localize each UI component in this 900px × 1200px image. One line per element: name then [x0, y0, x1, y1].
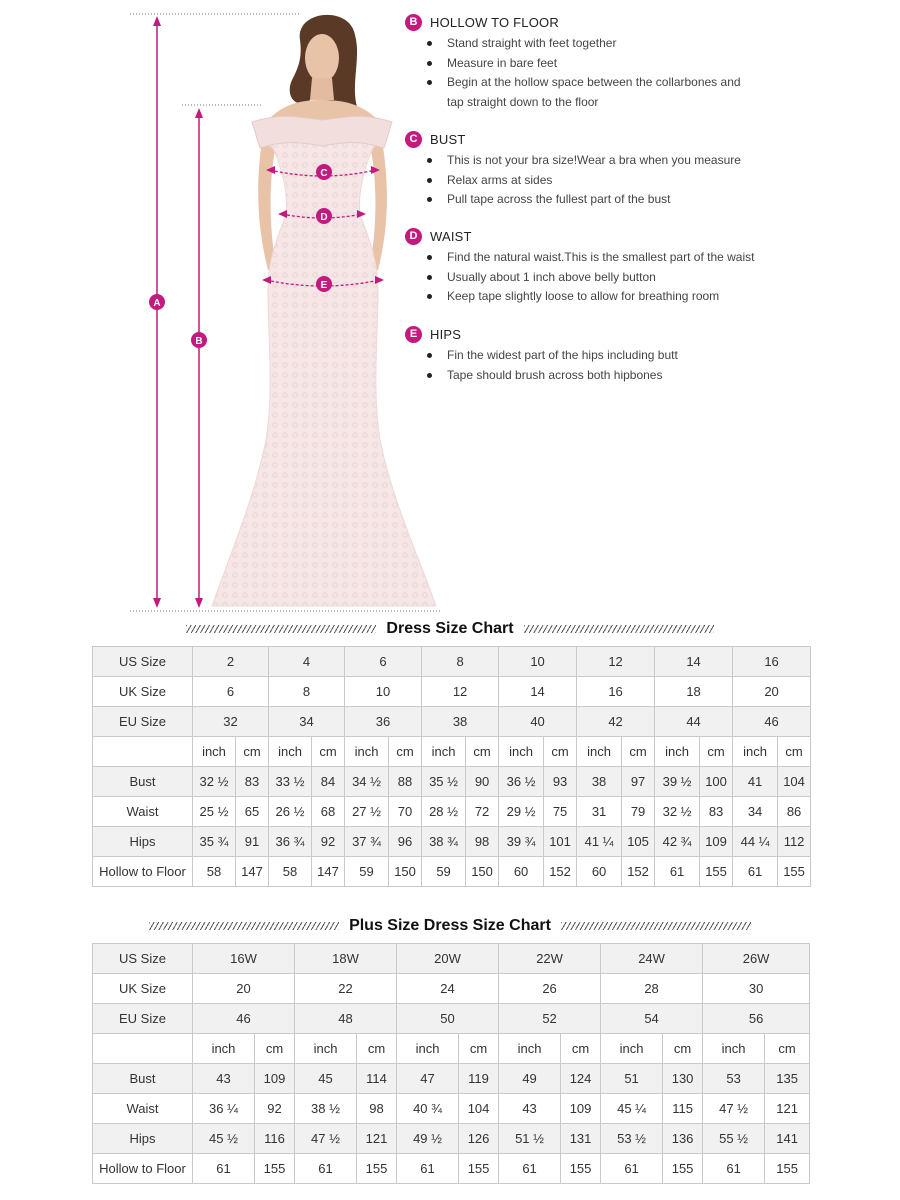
badge-b: B	[405, 14, 422, 31]
svg-text:D: D	[320, 212, 328, 223]
measurement-cell: 61	[733, 857, 778, 887]
unit-inch-cell: inch	[397, 1034, 459, 1064]
guide-hips	[405, 325, 885, 385]
svg-text:A: A	[153, 298, 161, 309]
size-cell: 18W	[295, 944, 397, 974]
measurement-cell: 41	[733, 767, 778, 797]
measurement-cell: 141	[765, 1124, 810, 1154]
unit-cm-cell: cm	[466, 737, 499, 767]
row-header: EU Size	[93, 1004, 193, 1034]
row-header: Waist	[93, 797, 193, 827]
badge-c: C	[405, 131, 422, 148]
measurement-cell: 65	[236, 797, 269, 827]
eu-size-row	[93, 1004, 810, 1034]
size-cell: 26W	[703, 944, 810, 974]
measurement-cell: 47	[397, 1064, 459, 1094]
size-cell: 48	[295, 1004, 397, 1034]
measurement-cell: 119	[459, 1064, 499, 1094]
unit-cm-cell: cm	[544, 737, 577, 767]
row-header	[93, 737, 193, 767]
guide-title: BUST	[430, 131, 466, 147]
row-header	[93, 1034, 193, 1064]
measurement-cell: 96	[389, 827, 422, 857]
measurement-cell: 109	[700, 827, 733, 857]
measurement-cell: 61	[193, 1154, 255, 1184]
size-cell: 34	[269, 707, 345, 737]
size-cell: 16	[733, 647, 811, 677]
measurement-cell: 79	[622, 797, 655, 827]
measurement-cell: 36 ¼	[193, 1094, 255, 1124]
measurement-cell: 126	[459, 1124, 499, 1154]
unit-inch-cell: inch	[655, 737, 700, 767]
size-cell: 20W	[397, 944, 499, 974]
size-cell: 12	[577, 647, 655, 677]
svg-text:B: B	[195, 336, 203, 347]
size-cell: 22W	[499, 944, 601, 974]
unit-inch-cell: inch	[295, 1034, 357, 1064]
size-cell: 56	[703, 1004, 810, 1034]
row-header: Hollow to Floor	[93, 857, 193, 887]
measurement-cell: 88	[389, 767, 422, 797]
measurement-cell: 47 ½	[295, 1124, 357, 1154]
measurement-cell: 92	[312, 827, 345, 857]
measurement-cell: 61	[655, 857, 700, 887]
plus-chart-heading	[0, 916, 900, 936]
us-size-row	[93, 944, 810, 974]
measurement-cell: 104	[459, 1094, 499, 1124]
dress-size-table	[92, 646, 811, 887]
measurement-cell: 53	[703, 1064, 765, 1094]
size-cell: 14	[655, 647, 733, 677]
measurement-cell: 121	[765, 1094, 810, 1124]
row-header: US Size	[93, 647, 193, 677]
size-cell: 18	[655, 677, 733, 707]
size-cell: 44	[655, 707, 733, 737]
row-header: Hips	[93, 827, 193, 857]
measurement-cell: 152	[622, 857, 655, 887]
measurement-cell: 41 ¼	[577, 827, 622, 857]
plus-size-table	[92, 943, 810, 1184]
measurement-cell: 155	[357, 1154, 397, 1184]
unit-inch-cell: inch	[601, 1034, 663, 1064]
svg-text:E: E	[320, 280, 328, 291]
uk-size-row	[93, 974, 810, 1004]
measurement-cell: 131	[561, 1124, 601, 1154]
guide-title: WAIST	[430, 228, 472, 244]
size-cell: 20	[193, 974, 295, 1004]
badge-e: E	[405, 326, 422, 343]
unit-cm-cell: cm	[312, 737, 345, 767]
unit-inch-cell: inch	[703, 1034, 765, 1064]
size-cell: 36	[345, 707, 422, 737]
size-cell: 24	[397, 974, 499, 1004]
measurement-cell: 37 ¾	[345, 827, 389, 857]
row-header: EU Size	[93, 707, 193, 737]
measurement-cell: 49	[499, 1064, 561, 1094]
guide-bust	[405, 130, 885, 210]
guide-title: HOLLOW TO FLOOR	[430, 14, 559, 30]
measurement-cell: 61	[601, 1154, 663, 1184]
measurement-cell: 36 ¾	[269, 827, 312, 857]
size-cell: 2	[193, 647, 269, 677]
measurement-cell: 136	[663, 1124, 703, 1154]
measurement-cell: 150	[389, 857, 422, 887]
measurement-cell: 90	[466, 767, 499, 797]
measurement-cell: 130	[663, 1064, 703, 1094]
guide-bullet: Measure in bare feet	[427, 54, 885, 74]
guide-bullet: Fin the widest part of the hips including butt	[427, 346, 885, 366]
unit-cm-cell: cm	[561, 1034, 601, 1064]
hatch-decoration	[561, 922, 751, 930]
measurement-cell: 116	[255, 1124, 295, 1154]
size-cell: 20	[733, 677, 811, 707]
unit-inch-cell: inch	[499, 1034, 561, 1064]
measurement-cell: 33 ½	[269, 767, 312, 797]
unit-inch-cell: inch	[193, 737, 236, 767]
measurement-row	[93, 857, 811, 887]
size-cell: 50	[397, 1004, 499, 1034]
size-cell: 14	[499, 677, 577, 707]
hatch-decoration	[149, 922, 339, 930]
measurement-cell: 109	[255, 1064, 295, 1094]
measurement-cell: 51 ½	[499, 1124, 561, 1154]
measurement-cell: 155	[255, 1154, 295, 1184]
row-header: UK Size	[93, 677, 193, 707]
measurement-cell: 68	[312, 797, 345, 827]
size-cell: 16W	[193, 944, 295, 974]
guide-bullet: Keep tape slightly loose to allow for breathing room	[427, 287, 885, 307]
size-cell: 32	[193, 707, 269, 737]
measurement-cell: 27 ½	[345, 797, 389, 827]
unit-cm-cell: cm	[778, 737, 811, 767]
size-cell: 6	[345, 647, 422, 677]
unit-cm-cell: cm	[765, 1034, 810, 1064]
measurement-cell: 155	[765, 1154, 810, 1184]
measurement-cell: 60	[499, 857, 544, 887]
marker-e	[316, 276, 332, 292]
measurement-row	[93, 767, 811, 797]
size-cell: 46	[733, 707, 811, 737]
marker-d	[316, 208, 332, 224]
guide-bullet: Relax arms at sides	[427, 171, 885, 191]
guide-bullet: This is not your bra size!Wear a bra when you measure	[427, 151, 885, 171]
unit-cm-cell: cm	[459, 1034, 499, 1064]
measurement-row	[93, 1064, 810, 1094]
measurement-cell: 34 ½	[345, 767, 389, 797]
hatch-decoration	[186, 625, 376, 633]
unit-inch-cell: inch	[577, 737, 622, 767]
measurement-cell: 98	[357, 1094, 397, 1124]
measurement-cell: 38 ½	[295, 1094, 357, 1124]
unit-cm-cell: cm	[236, 737, 269, 767]
size-cell: 12	[422, 677, 499, 707]
measurement-cell: 70	[389, 797, 422, 827]
size-cell: 10	[345, 677, 422, 707]
unit-cm-cell: cm	[389, 737, 422, 767]
row-header: US Size	[93, 944, 193, 974]
measurement-cell: 55 ½	[703, 1124, 765, 1154]
row-header: Hips	[93, 1124, 193, 1154]
size-cell: 46	[193, 1004, 295, 1034]
guide-bullet: Begin at the hollow space between the collarbones and	[427, 73, 885, 93]
measurement-cell: 29 ½	[499, 797, 544, 827]
measurement-cell: 91	[236, 827, 269, 857]
measurement-cell: 147	[312, 857, 345, 887]
measurement-cell: 97	[622, 767, 655, 797]
measurement-cell: 58	[269, 857, 312, 887]
measurement-cell: 59	[345, 857, 389, 887]
measurement-cell: 84	[312, 767, 345, 797]
measurement-cell: 155	[561, 1154, 601, 1184]
measurement-cell: 35 ½	[422, 767, 466, 797]
measurement-cell: 124	[561, 1064, 601, 1094]
measurement-cell: 92	[255, 1094, 295, 1124]
measurement-cell: 43	[193, 1064, 255, 1094]
unit-cm-cell: cm	[357, 1034, 397, 1064]
measurement-cell: 83	[700, 797, 733, 827]
measurement-cell: 152	[544, 857, 577, 887]
size-cell: 54	[601, 1004, 703, 1034]
measurement-cell: 40 ¾	[397, 1094, 459, 1124]
us-size-row	[93, 647, 811, 677]
measurement-row	[93, 1154, 810, 1184]
measurement-cell: 44 ¼	[733, 827, 778, 857]
measurement-cell: 47 ½	[703, 1094, 765, 1124]
plus-chart-title: Plus Size Dress Size Chart	[349, 917, 551, 934]
measurement-cell: 75	[544, 797, 577, 827]
hatch-decoration	[524, 625, 714, 633]
measurement-cell: 39 ¾	[499, 827, 544, 857]
measurement-cell: 155	[778, 857, 811, 887]
badge-d: D	[405, 228, 422, 245]
measurement-cell: 32 ½	[193, 767, 236, 797]
size-cell: 42	[577, 707, 655, 737]
dress-chart-heading	[0, 619, 900, 639]
guide-waist	[405, 227, 885, 307]
measurement-cell: 42 ¾	[655, 827, 700, 857]
measurement-cell: 38 ¾	[422, 827, 466, 857]
measurement-cell: 60	[577, 857, 622, 887]
measurement-cell: 49 ½	[397, 1124, 459, 1154]
guide-bullet: Tape should brush across both hipbones	[427, 366, 885, 386]
measurement-cell: 86	[778, 797, 811, 827]
unit-cm-cell: cm	[255, 1034, 295, 1064]
measurement-cell: 61	[703, 1154, 765, 1184]
measurement-row	[93, 797, 811, 827]
unit-inch-cell: inch	[422, 737, 466, 767]
row-header: Hollow to Floor	[93, 1154, 193, 1184]
measurement-cell: 28 ½	[422, 797, 466, 827]
guide-title: HIPS	[430, 326, 462, 342]
size-cell: 4	[269, 647, 345, 677]
marker-b	[191, 332, 207, 348]
unit-inch-cell: inch	[269, 737, 312, 767]
guide-bullet: Pull tape across the fullest part of the bust	[427, 190, 885, 210]
size-cell: 38	[422, 707, 499, 737]
size-cell: 30	[703, 974, 810, 1004]
eu-size-row	[93, 707, 811, 737]
measurement-row	[93, 1094, 810, 1124]
measurement-cell: 112	[778, 827, 811, 857]
size-cell: 22	[295, 974, 397, 1004]
measurement-cell: 147	[236, 857, 269, 887]
size-cell: 52	[499, 1004, 601, 1034]
measurement-cell: 109	[561, 1094, 601, 1124]
measurement-cell: 135	[765, 1064, 810, 1094]
guide-bullet: Find the natural waist.This is the smallest part of the waist	[427, 248, 885, 268]
measurement-cell: 155	[663, 1154, 703, 1184]
size-cell: 10	[499, 647, 577, 677]
unit-cm-cell: cm	[622, 737, 655, 767]
size-cell: 26	[499, 974, 601, 1004]
measurement-cell: 35 ¾	[193, 827, 236, 857]
measurement-cell: 32 ½	[655, 797, 700, 827]
svg-text:C: C	[320, 168, 328, 179]
unit-row	[93, 737, 811, 767]
measurement-cell: 93	[544, 767, 577, 797]
size-cell: 6	[193, 677, 269, 707]
measurement-cell: 115	[663, 1094, 703, 1124]
size-cell: 28	[601, 974, 703, 1004]
marker-a	[149, 294, 165, 310]
unit-row	[93, 1034, 810, 1064]
unit-inch-cell: inch	[733, 737, 778, 767]
measurement-cell: 101	[544, 827, 577, 857]
row-header: Bust	[93, 1064, 193, 1094]
measurement-cell: 34	[733, 797, 778, 827]
measurement-cell: 43	[499, 1094, 561, 1124]
row-header: UK Size	[93, 974, 193, 1004]
measurement-cell: 25 ½	[193, 797, 236, 827]
measurement-cell: 39 ½	[655, 767, 700, 797]
measurement-cell: 155	[459, 1154, 499, 1184]
marker-c	[316, 164, 332, 180]
measurement-cell: 61	[397, 1154, 459, 1184]
measurement-cell: 38	[577, 767, 622, 797]
measurement-cell: 150	[466, 857, 499, 887]
measurement-cell: 61	[499, 1154, 561, 1184]
measurement-cell: 59	[422, 857, 466, 887]
size-cell: 8	[422, 647, 499, 677]
measurement-row	[93, 1124, 810, 1154]
measurement-cell: 51	[601, 1064, 663, 1094]
measurement-cell: 58	[193, 857, 236, 887]
row-header: Waist	[93, 1094, 193, 1124]
measurement-cell: 98	[466, 827, 499, 857]
measurement-cell: 121	[357, 1124, 397, 1154]
dress-chart-title: Dress Size Chart	[386, 620, 514, 637]
measurement-cell: 36 ½	[499, 767, 544, 797]
unit-cm-cell: cm	[663, 1034, 703, 1064]
size-cell: 16	[577, 677, 655, 707]
measurement-row	[93, 827, 811, 857]
measurement-cell: 45	[295, 1064, 357, 1094]
guide-bullet-continuation: tap straight down to the floor	[447, 94, 599, 109]
size-cell: 40	[499, 707, 577, 737]
measurement-cell: 31	[577, 797, 622, 827]
unit-inch-cell: inch	[193, 1034, 255, 1064]
measurement-cell: 26 ½	[269, 797, 312, 827]
measurement-cell: 100	[700, 767, 733, 797]
measurement-cell: 61	[295, 1154, 357, 1184]
measurement-cell: 155	[700, 857, 733, 887]
size-cell: 24W	[601, 944, 703, 974]
guide-hollow-to-floor	[405, 13, 885, 112]
measurement-cell: 105	[622, 827, 655, 857]
measurement-cell: 45 ¼	[601, 1094, 663, 1124]
dress	[212, 122, 436, 607]
measurement-cell: 104	[778, 767, 811, 797]
measurement-cell: 72	[466, 797, 499, 827]
guide-bullet: Stand straight with feet together	[427, 34, 885, 54]
measurement-cell: 45 ½	[193, 1124, 255, 1154]
unit-inch-cell: inch	[345, 737, 389, 767]
measurement-cell: 53 ½	[601, 1124, 663, 1154]
measurement-cell: 114	[357, 1064, 397, 1094]
uk-size-row	[93, 677, 811, 707]
unit-inch-cell: inch	[499, 737, 544, 767]
row-header: Bust	[93, 767, 193, 797]
size-cell: 8	[269, 677, 345, 707]
guide-bullet: Usually about 1 inch above belly button	[427, 268, 885, 288]
measurement-cell: 83	[236, 767, 269, 797]
unit-cm-cell: cm	[700, 737, 733, 767]
